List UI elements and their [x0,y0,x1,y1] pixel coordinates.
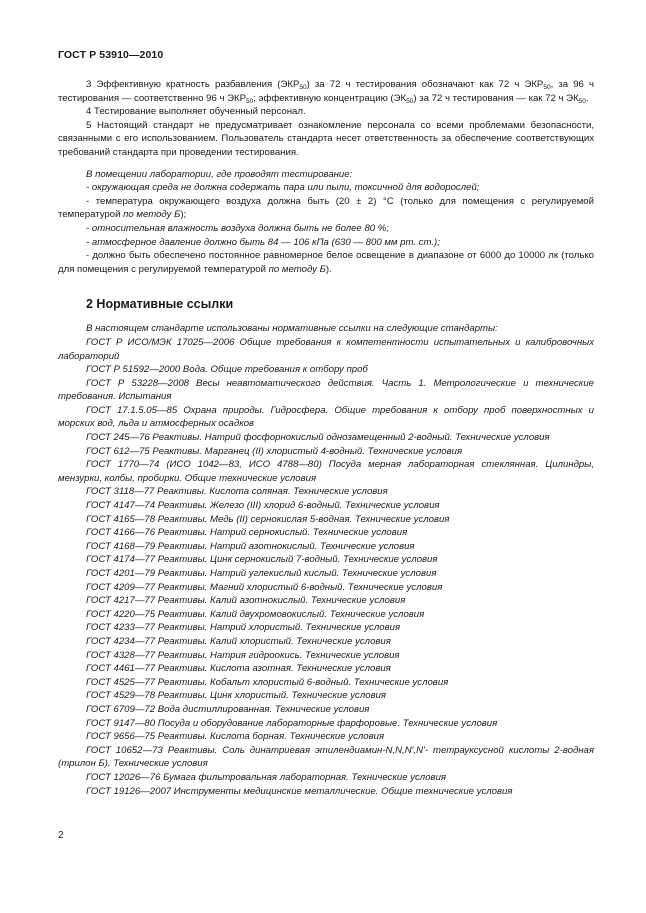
reference-item: ГОСТ 4234—77 Реактивы. Калий хлористый. Технические условия [86,635,391,647]
lab-condition-environment: - окружающая среда не должна содержать пара или пыли, токсичной для водорослей; [86,182,480,194]
section-2-intro: В настоящем стандарте использованы нормативные ссылки на следующие стандарты: [86,323,498,335]
page-number: 2 [58,830,64,841]
reference-item: ГОСТ 4168—79 Реактивы. Натрий азотнокислый. Технические условия [86,540,415,552]
reference-item: ГОСТ 4147—74 Реактивы. Железо (III) хлорид 6-водный. Технические условия [86,500,440,512]
reference-item: ГОСТ 4525—77 Реактивы. Кобальт хлористый 6-водный. Технические условия [86,676,449,688]
reference-item: ГОСТ 4529—78 Реактивы. Цинк хлористый. Технические условия [86,690,387,702]
reference-item: ГОСТ Р 51592—2000 Вода. Общие требования к отбору проб [86,364,368,376]
reference-item: ГОСТ 4233—77 Реактивы. Натрий хлористый. Технические условия [86,622,401,634]
normative-references-list [58,336,594,798]
reference-item: ГОСТ 3118—77 Реактивы. Кислота соляная. Технические условия [86,486,388,498]
section-2-title: 2 Нормативные ссылки [86,297,234,312]
reference-item: ГОСТ 4461—77 Реактивы. Кислота азотная. Технические условия [86,663,391,675]
reference-item: ГОСТ 12026—76 Бумага фильтровальная лабораторная. Технические условия [86,771,447,783]
reference-item: ГОСТ 19126—2007 Инструменты медицинские металлические. Общие технические условия [86,785,513,797]
reference-item: ГОСТ 1770—74 (ИСО 1042—83, ИСО 4788—80) Посуда мерная лабораторная стеклянная. Цилиндры, мензурки, колбы, пробирки. Общие технические условия [58,459,594,484]
lab-condition-pressure: - атмосферное давление должно быть 84 — 106 кПа (630 — 800 мм рт. ст.); [86,236,440,248]
document-body [58,78,594,798]
reference-item: ГОСТ 612—75 Реактивы. Марганец (II) хлористый 4-водный. Технические условия [86,445,463,457]
lab-conditions-intro: В помещении лаборатории, где проводят тестирование: [86,168,353,180]
reference-item: ГОСТ 9656—75 Реактивы. Кислота борная. Технические условия [86,731,385,743]
reference-item: ГОСТ 4165—78 Реактивы. Медь (II) сернокислая 5-водная. Технические условия [86,513,450,525]
note-4: 4 Тестирование выполняет обученный персонал. [86,106,306,118]
reference-item: ГОСТ Р 53228—2008 Весы неавтоматического действия. Часть 1. Метрологические и технические требования. Испытания [58,377,594,403]
reference-item: ГОСТ 4201—79 Реактивы. Натрий углекислый кислый. Технические условия [86,568,437,579]
reference-item: ГОСТ 4220—75 Реактивы. Калий двухромовокислый. Технические условия [86,608,425,620]
reference-item: ГОСТ 6709—72 Вода дистиллированная. Технические условия [86,703,370,715]
reference-item: ГОСТ 4328—77 Реактивы. Натрия гидроокись. Технические условия [86,649,400,661]
reference-item: ГОСТ 4217—77 Реактивы. Калий азотнокислый. Технические условия [86,595,406,607]
reference-item: ГОСТ 4209—77 Реактивы. Магний хлористый 6-водный. Технические условия [86,581,443,593]
reference-item: ГОСТ 245—76 Реактивы. Натрий фосфорнокислый однозамещенный 2-водный. Технические условия [86,432,550,444]
reference-item: ГОСТ 10652—73 Реактивы. Соль динатриевая этилендиамин-N,N,N′,N′- тетрауксусной кислоты 2-водная (трилон Б). Технические условия [58,744,594,770]
lab-condition-lighting: - должно быть обеспечено постоянное равномерное белое освещение в диапазоне от 6000 до 10000 лк (только для помещения с регулируемой температурой по методу Б). [58,250,594,275]
reference-item: ГОСТ 17.1.5.05—85 Охрана природы. Гидросфера. Общие требования к отбору проб поверхностных и морских вод, льда и атмосферных осадков [58,404,594,430]
note-3: 3 Эффективную кратность разбавления $(ЭКР_{50})$ за 72 ч тестирования обозначают как 72 ч $ЭКР_{50}$, за 96 ч тестирования — соответственно 96 ч $ЭКР_{50}$; эффективную концентрацию $(ЭК_{50})$ за 72 ч тестирования — как 72 ч $ЭК_{50}$. [58,79,594,105]
lab-condition-temperature: - температура окружающего воздуха должна быть (20 ± 2) °С (только для помещения с регулируемой температурой по методу Б); [58,195,594,221]
document-header: ГОСТ Р 53910—2010 [58,49,164,61]
lab-condition-humidity: - относительная влажность воздуха должна быть не более 80 %; [86,222,389,234]
reference-item: ГОСТ 4166—76 Реактивы. Натрий сернокислый. Технические условия [86,527,408,539]
reference-item: ГОСТ 9147—80 Посуда и оборудование лабораторные фарфоровые. Технические условия [86,717,498,729]
reference-item: ГОСТ Р ИСО/МЭК 17025—2006 Общие требования к компетентности испытательных и калибровочных лабораторий [58,336,594,362]
note-5: 5 Настоящий стандарт не предусматривает ознакомление персонала со всеми проблемами безопасности, связанными с его использованием. Пользователь стандарта несет ответственность за обеспечение соответствующих требований стандарта при проведении тестирования. [58,119,594,158]
reference-item: ГОСТ 4174—77 Реактивы. Цинк сернокислый 7-водный. Технические условия [86,554,438,566]
